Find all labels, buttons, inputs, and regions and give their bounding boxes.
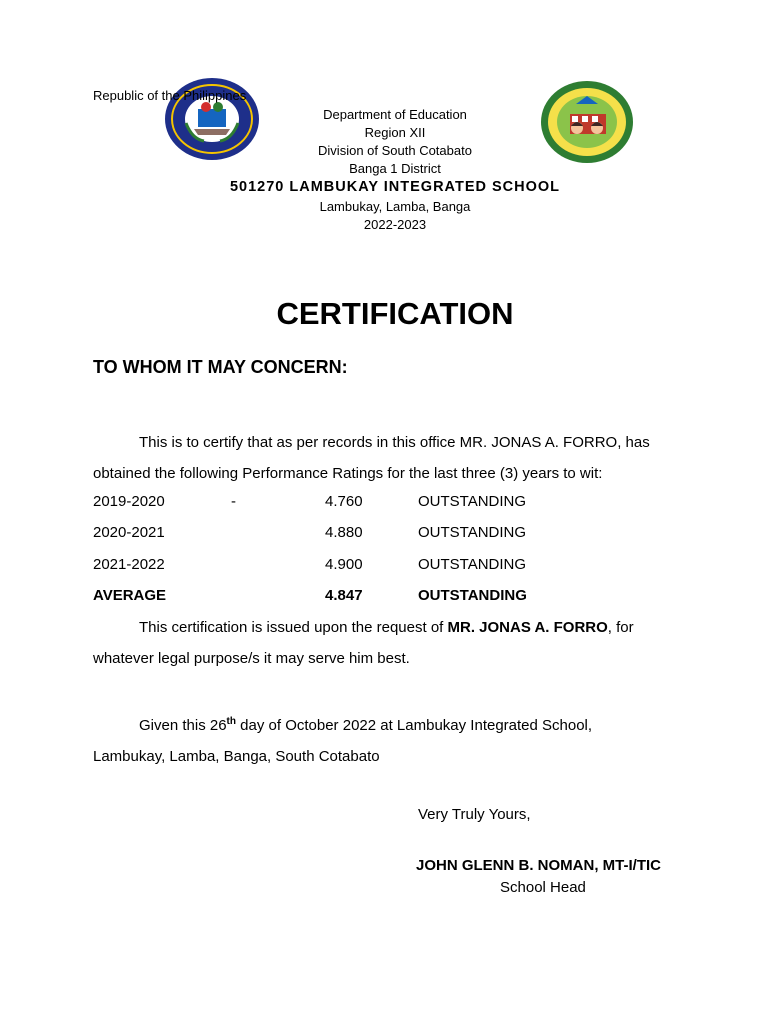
signatory-name: JOHN GLENN B. NOMAN, MT-I/TIC [416,857,661,874]
rating-year: 2020-2021 [93,524,165,541]
rating-descriptor: OUTSTANDING [418,524,527,541]
republic-text: Republic of the Philippines [93,88,247,103]
issuance-line-1: This certification is issued upon the request of MR. JONAS A. FORRO, for [139,619,634,636]
rating-descriptor: OUTSTANDING [418,556,527,573]
document-title: CERTIFICATION [276,296,514,331]
rating-year: 2021-2022 [93,556,165,573]
intro-paragraph [93,427,693,489]
issuance-line-2: whatever legal purpose/s it may serve him best. [93,650,410,667]
rating-descriptor: OUTSTANDING [418,493,527,510]
department-text: Department of Education [323,107,467,122]
rating-score: 4.900 [325,556,363,573]
given-line-1: Given this 26th day of October 2022 at Lambukay Integrated School, [139,716,593,734]
rating-score: 4.880 [325,524,363,541]
average-row [93,587,693,609]
rating-row [93,493,693,515]
average-descriptor: OUTSTANDING [418,587,527,604]
rating-row [93,524,693,546]
salutation: TO WHOM IT MAY CONCERN: [93,357,348,377]
region-text: Region XII [364,125,426,140]
rating-year: 2019-2020 [93,493,165,510]
rating-row [93,556,693,578]
intro-line-2: obtained the following Performance Ratings for the last three (3) years to wit: [93,465,603,482]
school-name: 501270 LAMBUKAY INTEGRATED SCHOOL [229,179,561,195]
issuance-paragraph [93,612,693,674]
given-paragraph [93,706,693,772]
given-line-2: Lambukay, Lamba, Banga, South Cotabato [93,748,380,765]
average-label: AVERAGE [93,587,167,604]
division-text: Division of South Cotabato [318,143,472,158]
rating-dash: - [231,493,236,510]
district-text: Banga 1 District [349,161,441,176]
rating-score: 4.760 [325,493,363,510]
school-address: Lambukay, Lamba, Banga [319,199,471,214]
school-year: 2022-2023 [363,217,427,232]
requester-name: MR. JONAS A. FORRO [447,619,608,636]
signatory-title: School Head [500,879,586,896]
average-score: 4.847 [325,587,363,604]
intro-line-1: This is to certify that as per records in this office MR. JONAS A. FORRO, has [139,434,650,451]
closing-text: Very Truly Yours, [418,806,531,823]
